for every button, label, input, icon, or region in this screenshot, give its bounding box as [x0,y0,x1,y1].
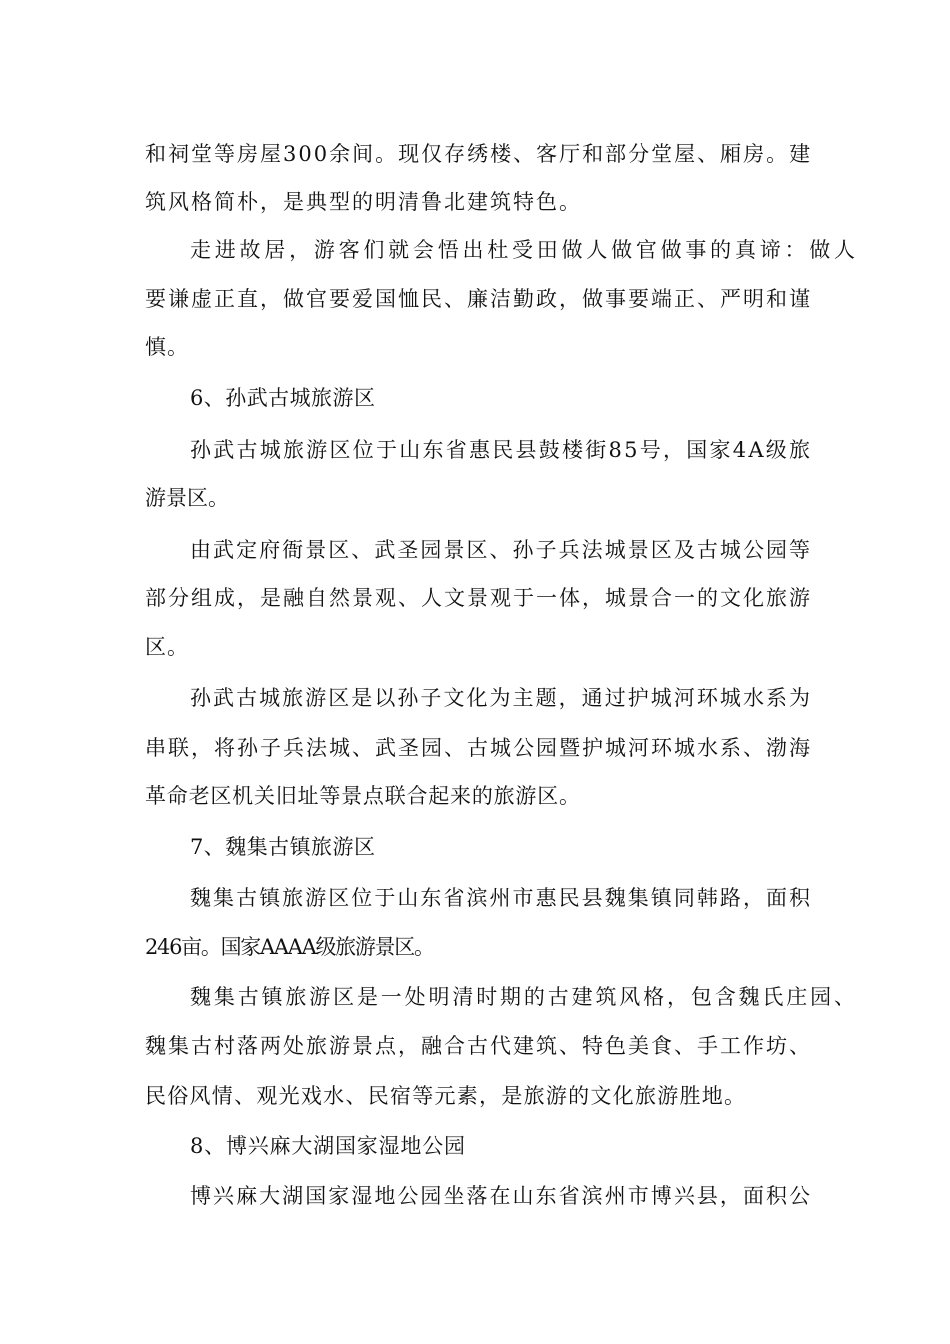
line-text: 慎。 [145,335,189,359]
line-text: 串联，将孙子兵法城、武圣园、古城公园暨护城河环城水系、渤海 [145,736,812,760]
text-line [0,578,950,618]
text-line [0,927,950,967]
text-line [0,134,950,174]
text-line [0,627,950,667]
line-text: 由武定府衙景区、武圣园景区、孙子兵法城景区及古城公园等 [190,538,813,562]
text-line [0,1176,950,1216]
text-line [0,327,950,367]
text-line [0,1026,950,1066]
line-text: 魏集古镇旅游区位于山东省滨州市惠民县魏集镇同韩路，面积 [190,886,813,910]
line-text: 魏集古村落两处旅游景点，融合古代建筑、特色美食、手工作坊、 [145,1034,812,1058]
line-text: 246亩。国家AAAA级旅游景区。 [145,935,434,959]
section-heading-text: 7、魏集古镇旅游区 [190,835,376,859]
line-text: 孙武古城旅游区位于山东省惠民县鼓楼街85号，国家4A级旅 [190,438,813,462]
section-heading-text: 6、孙武古城旅游区 [190,386,376,410]
line-text: 博兴麻大湖国家湿地公园坐落在山东省滨州市博兴县，面积公 [190,1184,813,1208]
section-heading [0,1126,950,1166]
text-line [0,977,950,1017]
line-text: 魏集古镇旅游区是一处明清时期的古建筑风格，包含魏氏庄园、 [190,985,858,1009]
text-line [0,430,950,470]
line-text: 和祠堂等房屋300余间。现仅存绣楼、客厅和部分堂屋、厢房。建 [145,142,813,166]
section-heading [0,827,950,867]
text-line [0,1076,950,1116]
line-text: 部分组成，是融自然景观、人文景观于一体，城景合一的文化旅游 [145,586,812,610]
text-line [0,728,950,768]
text-line [0,776,950,816]
section-heading-text: 8、博兴麻大湖国家湿地公园 [190,1134,466,1158]
text-line [0,678,950,718]
text-line [0,182,950,222]
line-text: 孙武古城旅游区是以孙子文化为主题，通过护城河环城水系为 [190,686,813,710]
line-text: 走进故居，游客们就会悟出杜受田做人做官做事的真谛：做人 [190,238,859,262]
line-text: 筑风格简朴，是典型的明清鲁北建筑特色。 [145,190,582,214]
line-text: 革命老区机关旧址等景点联合起来的旅游区。 [145,784,581,808]
text-line [0,279,950,319]
line-text: 要谦虚正直，做官要爱国恤民、廉洁勤政，做事要端正、严明和谨 [145,287,812,311]
section-heading [0,378,950,418]
text-line [0,478,950,518]
line-text: 游景区。 [145,486,229,510]
text-line [0,230,950,270]
line-text: 区。 [145,635,189,659]
line-text: 民俗风情、观光戏水、民宿等元素，是旅游的文化旅游胜地。 [145,1084,747,1108]
text-line [0,878,950,918]
text-line [0,530,950,570]
